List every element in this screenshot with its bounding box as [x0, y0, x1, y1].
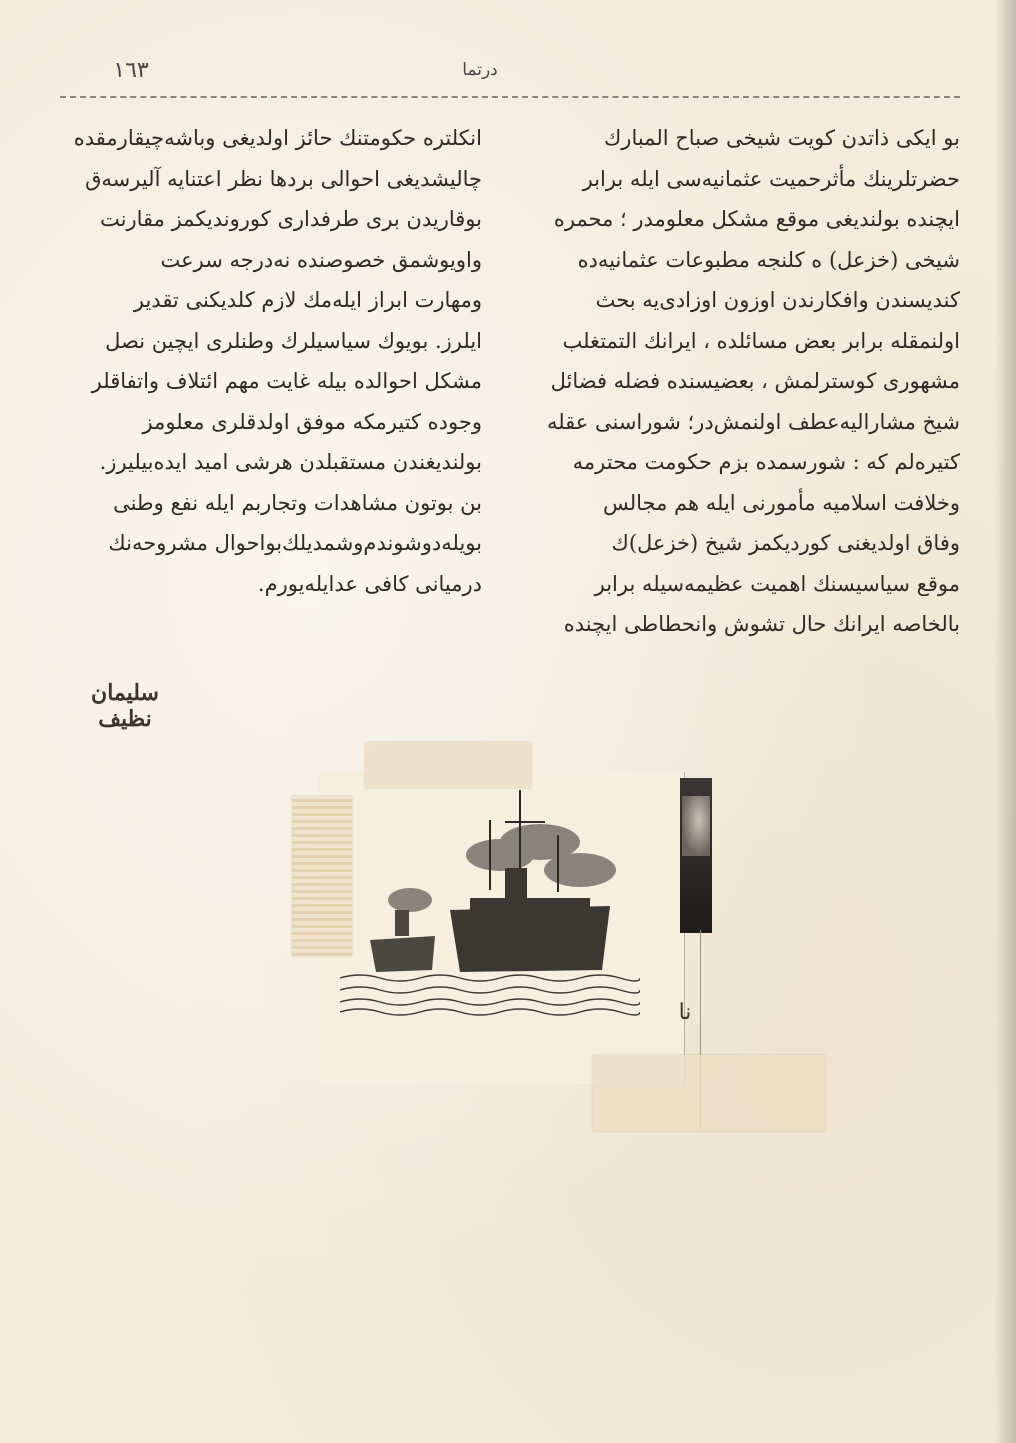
warship-engraving: [340, 780, 640, 1016]
text-line: وخلافت اسلامیه مأمورنی ایله هم مجالس: [602, 490, 960, 515]
text-line: کندیسندن وافکارندن اوزون اوزادی‌یه بحث: [595, 288, 960, 312]
text-column-left: [62, 118, 482, 658]
text-column-right: [510, 118, 960, 728]
text-line: بویله‌دوشوندم‌وشمدیلك‌بواحوال مشروحه‌نك: [108, 531, 482, 555]
portrait-photo-fragment: [680, 778, 712, 933]
text-line: ومهارت ابراز ایله‌مك لازم کلدیکنی تقدیر: [133, 288, 482, 312]
text-line: موقع سیاسیسنك اهمیت عظیمه‌سیله برابر: [594, 571, 960, 596]
text-line: شیخی (خزعل) ه کلنجه مطبوعات عثمانیه‌ده: [577, 247, 960, 272]
page-number: ١٦٣: [113, 58, 149, 83]
text-line: شیخ مشارالیه‌عطف اولنمش‌در؛ شوراسنی عقله: [546, 409, 960, 434]
text-line: وجوده کتیرمکه موفق اولدقلری معلومز: [142, 409, 482, 434]
text-line: واویوشمق خصوصنده نه‌درجه سرعت: [160, 247, 482, 272]
tape-strip-left: [292, 796, 352, 956]
text-line: بو ایکی ذاتدن کویت شیخی صباح المبارك: [604, 126, 960, 150]
page-edge-shadow: [994, 0, 1016, 1443]
text-line: بالخاصه ایرانك حال تشوش وانحطاطی ایچنده: [563, 612, 960, 636]
text-line: وفاق اولدیغنی کوردیکمز شیخ (خزعل)‌ك: [611, 531, 960, 555]
text-line: درمیانی کافی عدایله‌یورم.: [257, 571, 482, 596]
header-rule: [60, 96, 960, 98]
text-line: مشکل احوالده بیله غایت مهم ائتلاف واتفاقلر: [91, 369, 482, 393]
second-ship: [370, 910, 435, 972]
text-line: حضرتلرینك مأثرحمیت عثمانیه‌سی ایله برابر: [582, 166, 960, 191]
text-line: انکلتره حکومتنك حائز اولدیغی وباشه‌چیقارمقده: [73, 126, 482, 150]
tape-strip-top: [365, 742, 531, 788]
tape-strip-bottom: [593, 1055, 825, 1131]
text-line: بن بوتون مشاهدات وتجاربم ایله نفع وطنی: [113, 490, 482, 515]
text-line: کتیره‌لم که : شورسمده بزم حکومت محترمه: [572, 450, 960, 474]
text-line: بوقاریدن بری طرفداری کوروندیکمز مقارنت: [100, 207, 482, 231]
text-line: مشهوری کوسترلمش ، بعضیسنده فضله فضائل: [550, 369, 960, 393]
figure-caption-fragment: نا: [678, 1000, 692, 1025]
running-title: درتما: [462, 60, 498, 80]
text-line: بولندیغندن مستقبلدن هرشی امید ایده‌بیلیرز.: [99, 450, 482, 474]
portrait-face: [682, 796, 710, 856]
text-line: اولنمقله برابر بعض مسائلده ، ایرانك التمتغلب: [562, 328, 960, 353]
text-line: چالیشدیغی احوالی بردها نظر اعتنایه آلیرسه‌ق: [85, 166, 482, 191]
sea-waves: [340, 975, 640, 1015]
text-line: ایلرز. بویوك سیاسیلرك وطنلری ایچین نصل: [105, 328, 482, 353]
author-signature: سلیمان نظیف: [91, 680, 159, 732]
text-line: ایچنده بولندیغی موقع مشکل معلومدر ؛ محمره: [553, 207, 960, 231]
